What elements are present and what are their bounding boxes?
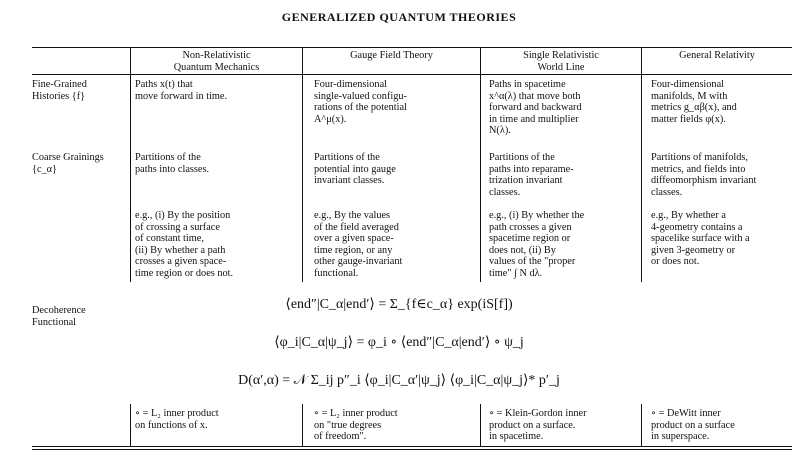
column-separator [641,404,642,446]
table-top-rule [32,47,792,48]
cell-fine-gauge: Four-dimensional single-valued configu- rations of the potential A^μ(x). [314,79,407,125]
table-bottom-rule [32,446,792,447]
column-separator [302,404,303,446]
formula-branch-amplitude: ⟨φ_i|C_α|ψ_j⟩ = φ_i ∘ ⟨end″|C_α|end′⟩ ∘ ψ_j [274,335,524,350]
column-header-nonrel: Non-Relativistic Quantum Mechanics [173,50,260,73]
column-header-gr: General Relativity [679,50,755,61]
column-separator [480,404,481,446]
column-separator [130,47,131,282]
cell-coarse-gr: Partitions of manifolds, metrics, and fields into diffeomorphism invariant classes. [651,152,757,198]
column-header-gauge: Gauge Field Theory [350,50,433,61]
header-bottom-rule [32,74,792,75]
column-separator [302,47,303,282]
column-separator [130,404,131,446]
cell-coarse-nonrel: Partitions of the paths into classes. [135,152,210,175]
cell-example-worldline: e.g., (i) By whether the path crosses a given spacetime region or does not, (ii) By values of the "proper time" ∫ N dλ. [489,210,585,279]
cell-example-gr: e.g., By whether a 4-geometry contains a spacelike surface with a given 3-geometry or or does not. [651,210,750,268]
cell-fine-worldline: Paths in spacetime x^α(λ) that move both forward and backward in time and multiplier N(λ). [489,79,582,137]
column-separator [641,47,642,282]
cell-example-gauge: e.g., By the values of the field averaged over a given space- time region, or any other gauge-invariant functional. [314,210,403,279]
cell-inner-worldline: ∘ = Klein-Gordon inner product on a surface. in spacetime. [489,408,587,443]
row-label-fine-grained: Fine-Grained Histories {f} [32,79,87,102]
cell-example-nonrel: e.g., (i) By the position of crossing a surface of constant time, (ii) By whether a path crosses a given space- time region or does not. [135,210,234,279]
page-title: GENERALIZED QUANTUM THEORIES [281,10,517,24]
cell-inner-gauge: ∘ = L₂ inner product on "true degrees of freedom". [314,408,398,443]
column-separator [480,47,481,282]
cell-inner-gr: ∘ = DeWitt inner product on a surface in superspace. [651,408,735,443]
row-label-decoherence: Decoherence Functional [32,305,86,328]
cell-inner-nonrel: ∘ = L₂ inner product on functions of x. [135,408,219,431]
cell-coarse-gauge: Partitions of the potential into gauge invariant classes. [314,152,396,187]
cell-fine-gr: Four-dimensional manifolds, M with metrics g_αβ(x), and matter fields φ(x). [651,79,737,125]
row-label-coarse: Coarse Grainings {c_α} [32,152,104,175]
column-header-worldline: Single Relativistic World Line [523,50,599,73]
formula-decoherence-functional: D(α′,α) = 𝒩 Σ_ij p″_i ⟨φ_i|C_α′|ψ_j⟩ ⟨φ_i|C_α|ψ_j⟩* p′_j [238,373,560,388]
table-bottom-rule-double [32,449,792,450]
cell-coarse-worldline: Partitions of the paths into reparame- trization invariant classes. [489,152,574,198]
cell-fine-nonrel: Paths x(t) that move forward in time. [135,79,228,102]
formula-class-operator: ⟨end″|C_α|end′⟩ = Σ_{f∈c_α} exp(iS[f]) [285,297,513,312]
